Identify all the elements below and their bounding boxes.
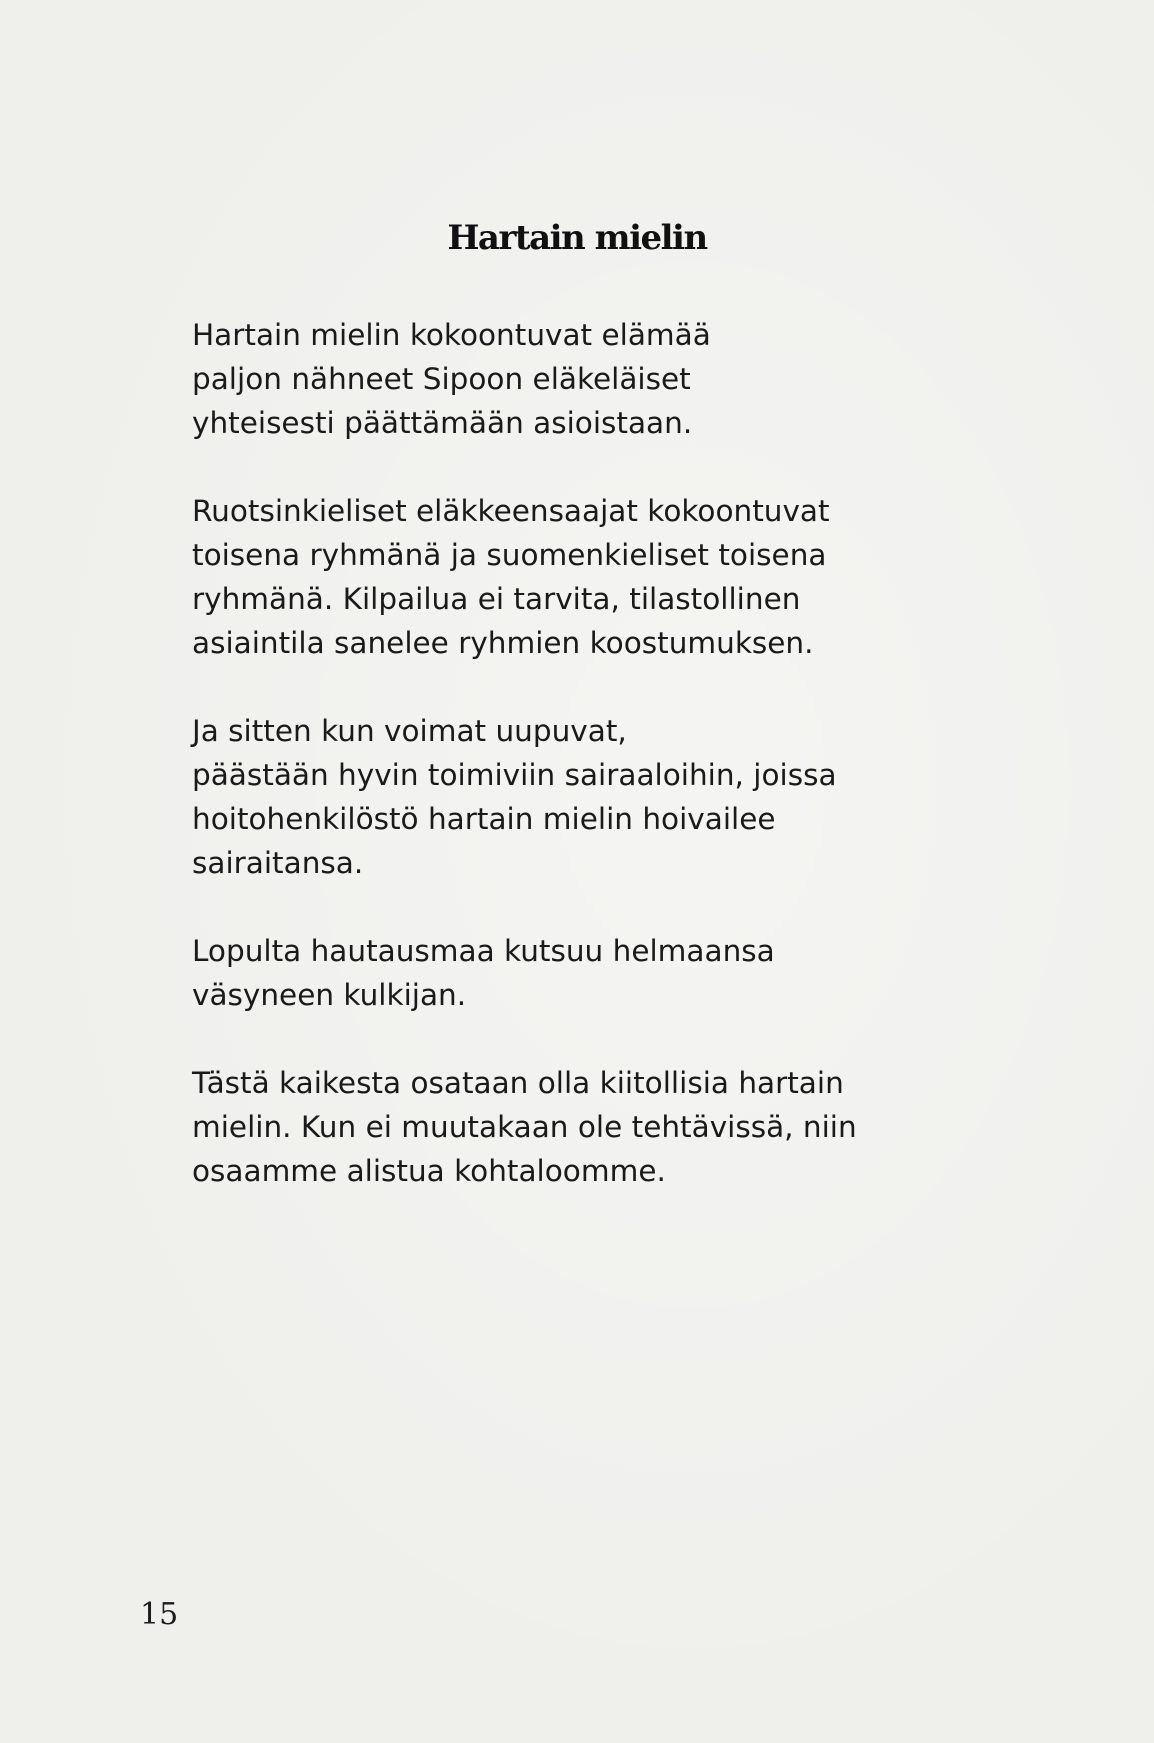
poem-line: toisena ryhmänä ja suomenkieliset toisena xyxy=(192,538,827,572)
poem-line: yhteisesti päättämään asioistaan. xyxy=(192,406,693,440)
poem-line: mielin. Kun ei muutakaan ole tehtävissä, niin xyxy=(192,1110,857,1144)
poem-line: osaamme alistua kohtaloomme. xyxy=(192,1154,666,1188)
poem-line: asiaintila sanelee ryhmien koostumuksen. xyxy=(192,626,814,660)
poem-line: Ruotsinkieliset eläkkeensaajat kokoontuvat xyxy=(192,494,830,528)
stanza-5 xyxy=(192,1061,1052,1193)
poem-line: hoitohenkilöstö hartain mielin hoivailee xyxy=(192,802,776,836)
page-number: 15 xyxy=(140,1597,179,1632)
poem-line: päästään hyvin toimiviin sairaaloihin, joissa xyxy=(192,758,837,792)
stanza-4 xyxy=(192,929,1052,1017)
stanza-1 xyxy=(192,313,1052,445)
poem-line: paljon nähneet Sipoon eläkeläiset xyxy=(192,362,691,396)
poem-line: Lopulta hautausmaa kutsuu helmaansa xyxy=(192,934,775,968)
poem-line: sairaitansa. xyxy=(192,846,364,880)
poem-line: ryhmänä. Kilpailua ei tarvita, tilastollinen xyxy=(192,582,801,616)
poem-title: Hartain mielin xyxy=(447,218,707,258)
stanza-2 xyxy=(192,489,1052,665)
poem-line: Tästä kaikesta osataan olla kiitollisia hartain xyxy=(192,1066,844,1100)
poem-line: väsyneen kulkijan. xyxy=(192,978,467,1012)
poem-line: Ja sitten kun voimat uupuvat, xyxy=(192,714,627,748)
poem-body xyxy=(192,313,1052,1237)
stanza-3 xyxy=(192,709,1052,885)
poem-line: Hartain mielin kokoontuvat elämää xyxy=(192,318,711,352)
